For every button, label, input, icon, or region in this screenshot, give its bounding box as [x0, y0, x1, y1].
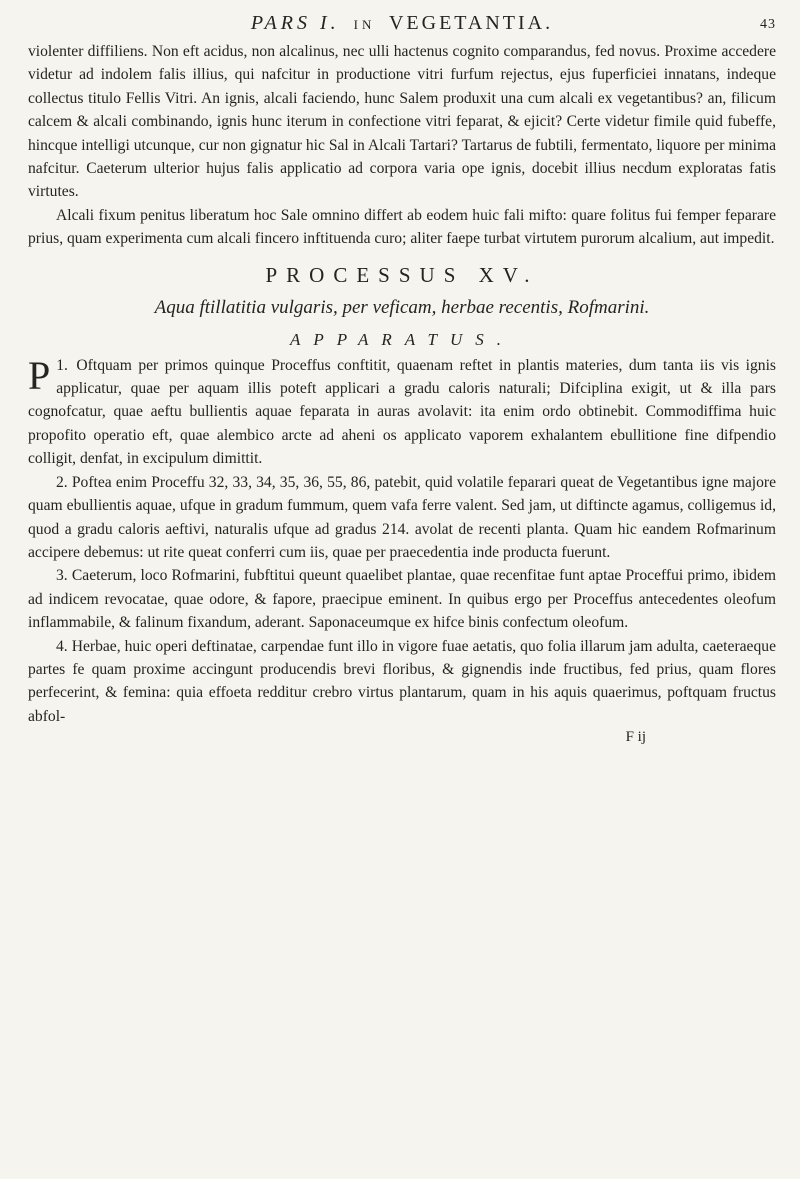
paragraph-2: [28, 471, 776, 565]
paragraph-number: 3.: [56, 567, 68, 585]
section-title: PROCESSUS XV.: [265, 262, 539, 287]
paragraph-text: Poftea enim Proceffu 32, 33, 34, 35, 36, 55, 86, patebit, quid volatile feparari queat de Vegetantibus igne majore quam ebullientis aquae, ufque in gradum fummum, quem vafa ferre valent. Sed jam, ut diftincte agamus, colligemus id, quod a gradu caloris aeftivi, naturalis ufque ad gradus 214. avolat de recenti planta. Quam hic eandem Rofmarinum accipere debemus: ut rite queat conferri cum iis, quae per praecedentia inde producta fuerunt.: [28, 473, 776, 561]
apparatus-heading: APPARATUS.: [290, 329, 514, 349]
paragraph-number: 4.: [56, 637, 68, 655]
paragraph-1: [28, 354, 776, 471]
running-head-title: VEGETANTIA.: [388, 12, 554, 34]
numbered-paragraphs: [28, 354, 776, 729]
body-text: [28, 40, 776, 251]
page-number: 43: [760, 17, 776, 32]
intro-paragraph: violenter diffiliens. Non eft acidus, non alcalinus, nec ulli hactenus cognito comparandus, fed novus. Proxime accedere videtur ad indolem falis illius, qui nafcitur in productione vitri furfum rejectus, ejus fuperficiei innatans, indeque collectus titulo Fellis Vitri. An ignis, alcali faciendo, hunc Salem produxit una cum alcali ex vegetantibus? an, filicum calcem & alcali combinando, ignis hunc iterum in confectione vitri feparat, & ejicit? Certe videtur fimile quid fubeffe, hincque intelligi utcunque, cur non gignatur hic Sal in Alcali Tartari? Tartarus de fubtili, fermentato, liquore per minima nafcitur. Caeterum ulterior hujus falis applicatio ad corpora varia ope ignis, docebit illius necdum exploratas fatis virtutes.: [28, 43, 776, 201]
drop-cap-letter: P: [28, 352, 51, 398]
running-head-in: IN: [353, 17, 376, 32]
paragraph-number: 1.: [56, 356, 68, 374]
second-paragraph: Alcali fixum penitus liberatum hoc Sale omnino differt ab eodem huic fali mifto: quare folitus fui femper feparare prius, quam experimenta cum alcali fincero inftituenda curo; aliter faepe turbat virtutem purorum alcalium, aut impedit.: [28, 206, 776, 248]
running-head-part: PARS I.: [250, 12, 340, 34]
signature-mark: F ij: [625, 729, 646, 746]
paragraph-4: [28, 635, 776, 729]
paragraph-3: [28, 564, 776, 634]
book-page: [28, 12, 776, 1172]
paragraph-text: Herbae, huic operi deftinatae, carpendae funt illo in vigore fuae aetatis, quo folia illarum jam adulta, caeteraeque partes fe quam proxime accingunt producendis brevi floribus, & gignendis inde fructibus, fed prius, quam flores perfecerint, & femina: quia effoeta redditur crebro virtus plantarum, quam in his aquis quaerimus, poftquam fructus abfol-: [28, 637, 776, 725]
paragraph-text: Caeterum, loco Rofmarini, fubftitui queunt quaelibet plantae, quae recenfitae funt aptae Proceffui primo, ibidem ad indicem revocatae, quae odore, & fapore, praecipue eminent. In quibus ergo per Proceffus antecedentes oleofum inflammabile, & falinum fixandum, aderant. Saponaceumque ex hifce binis confectum oleofum.: [28, 567, 776, 632]
paragraph-number: 2.: [56, 473, 68, 491]
running-head: [28, 12, 776, 40]
section-subtitle: Aqua ftillatitia vulgaris, per veficam, herbae recentis, Rofmarini.: [154, 296, 650, 318]
paragraph-text: Oftquam per primos quinque Proceffus conftitit, quaenam reftet in plantis materies, dum tanta iis vis ignis applicatur, quae per aquam illis poteft applicari a gradu caloris naturali; Difciplina exigit, ut & illa pars cognofcatur, quae aeftu bullientis aquae feparata in auras avolavit: ita enim ordo obtinebit. Commodiffima huic propofito operatio eft, quae alembico arcte ad aheni os applicato vaporem exhalantem ebullitione fine difpendio colligit, denfat, in excipulum dimittit.: [28, 356, 776, 468]
